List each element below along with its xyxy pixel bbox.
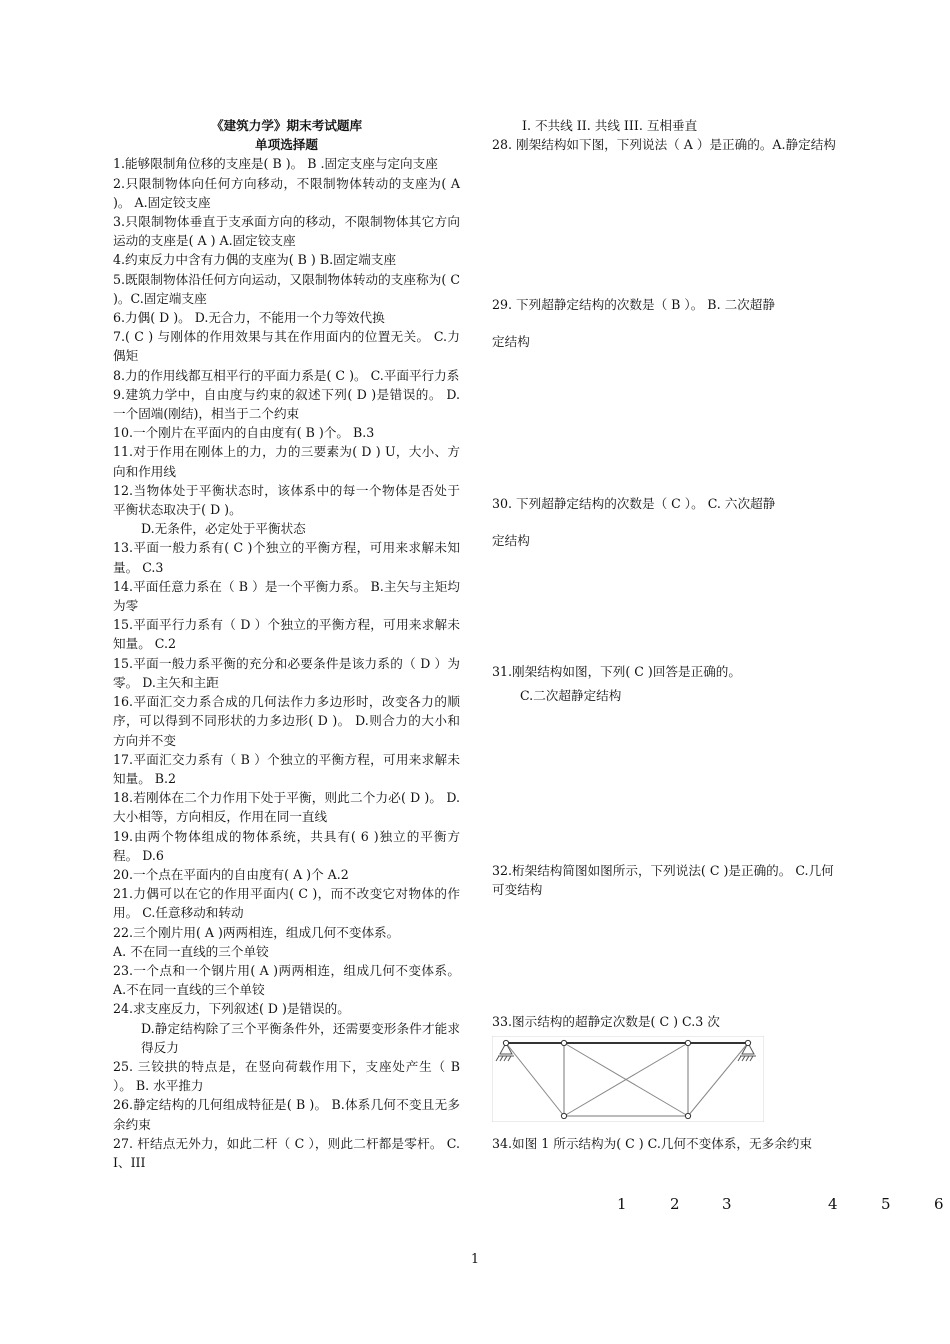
question-item: 26.静定结构的几何组成特征是( B )。 B.体系几何不变且无多余约束 [113,1097,460,1132]
node-number: 5 [881,1195,891,1213]
question-item: 9.建筑力学中，自由度与约束的叙述下列( D )是错误的。 D.一个固端(刚结)，相当于二个约束 [113,386,460,422]
right-column [492,116,842,1196]
question-item: 24.求支座反力，下列叙述( D )是错误的。 [113,1001,350,1017]
question-item: 25. 三铰拱的特点是，在竖向荷载作用下，支座处产生（ B ）。 B. 水平推力 [113,1058,460,1094]
question-item: 2.只限制物体向任何方向移动，不限制物体转动的支座为( A )。 A.固定铰支座 [113,175,460,210]
question-item: 16.平面汇交力系合成的几何法作力多边形时，改变各力的顺序，可以得到不同形状的力多边形( D )。 D.则合力的大小和方向并不变 [113,694,460,748]
question-item: 3.只限制物体垂直于支承面方向的移动，不限制物体其它方向运动的支座是( A ) A.固定铰支座 [113,214,460,249]
question-item: 7.( C ) 与刚体的作用效果与其在作用面内的位置无关。 C.力偶矩 [113,329,460,364]
question-item: 29. 下列超静定结构的次数是（ B ）。 B. 二次超静 [492,297,775,312]
question-item: 20.一个点在平面内的自由度有( A )个 A.2 [113,866,349,882]
truss-figure [492,1036,764,1122]
question-item: 23.一个点和一个钢片用( A )两两相连，组成几何不变体系。 A.不在同一直线的三个单铰 [113,962,460,998]
question-item: 11.对于作用在刚体上的力，力的三要素为( D ) U，大小、方向和作用线 [113,444,460,479]
question-item: 15.平面一般力系平衡的充分和必要条件是该力系的（ D ）为零。 D.主矢和主距 [113,655,460,690]
node-number: 4 [828,1195,838,1213]
question-item: 30. 下列超静定结构的次数是（ C ）。 C. 六次超静 [492,496,776,511]
node-number: 6 [934,1195,944,1213]
page-number: 1 [470,1251,479,1266]
question-item: 17.平面汇交力系有（ B ）个独立的平衡方程，可用来求解未知量。 B.2 [113,751,460,786]
doc-title: 《建筑力学》期末考试题库 [210,118,363,133]
question-item: 31.刚架结构如图，下列( C )回答是正确的。 [492,664,741,679]
answer-line: D.无条件，必定处于平衡状态 [141,521,306,537]
answer-line: C.二次超静定结构 [520,688,622,703]
figure-frame [492,1036,764,1122]
node-number-row [492,1195,950,1217]
node-number: 3 [722,1195,732,1213]
question-item: 1.能够限制角位移的支座是( B )。 B .固定支座与定向支座 [113,156,438,172]
node-number: 1 [617,1195,627,1213]
answer-line: A. 不在同一直线的三个单铰 [113,943,269,959]
q27-options: I. 不共线 II. 共线 III. 互相垂直 [522,118,698,133]
question-item: 33.图示结构的超静定次数是( C ) C.3 次 [492,1014,720,1029]
question-item: 5.既限制物体沿任何方向运动，又限制物体转动的支座称为( C )。C.固定端支座 [113,271,460,306]
question-item: 28. 刚架结构如下图，下列说法（ A ）是正确的。A.静定结构 [492,137,836,152]
question-item: 4.约束反力中含有力偶的支座为( B ) B.固定端支座 [113,252,397,268]
question-item: 32.桁架结构简图如图所示，下列说法( C )是正确的。 C.几何可变结构 [492,863,834,898]
question-item: 34.如图 1 所示结构为( C ) C.几何不变体系，无多余约束 [492,1136,812,1151]
answer-line: 定结构 [492,533,530,548]
question-item: 8.力的作用线都互相平行的平面力系是( C )。 C.平面平行力系 [113,367,460,383]
question-item: 14.平面任意力系在（ B ）是一个平衡力系。 B.主矢与主矩均为零 [113,578,460,614]
question-item: 15.平面平行力系有（ D ）个独立的平衡方程，可用来求解未知量。 C.2 [113,617,460,652]
question-item: 10.一个刚片在平面内的自由度有( B )个。 B.3 [113,425,375,441]
node-number: 2 [670,1195,680,1213]
section-heading: 单项选择题 [255,137,318,153]
question-item: 22.三个刚片用( A )两两相连，组成几何不变体系。 [113,924,400,940]
question-item: 19.由两个物体组成的物体系统，共具有( 6 )独立的平衡方程。 D.6 [113,828,460,863]
answer-line: 定结构 [492,334,530,349]
answer-line: D.静定结构除了三个平衡条件外，还需要变形条件才能求得反力 [141,1020,460,1055]
question-item: 13.平面一般力系有( C )个独立的平衡方程，可用来求解未知量。 C.3 [113,540,460,575]
left-column [113,116,460,1172]
question-item: 27. 杆结点无外力，如此二杆（ C ），则此二杆都是零杆。 C. I、III [113,1135,460,1170]
question-item: 18.若刚体在二个力作用下处于平衡，则此二个力必( D )。 D.大小相等，方向相反，作用在同一直线 [113,790,460,825]
question-item: 12.当物体处于平衡状态时，该体系中的每一个物体是否处于平衡状态取决于( D )。 [113,482,460,518]
question-item: 6.力偶( D )。 D.无合力，不能用一个力等效代换 [113,310,385,326]
question-item: 21.力偶可以在它的作用平面内( C )，而不改变它对物体的作用。 C.任意移动和转动 [113,886,460,921]
